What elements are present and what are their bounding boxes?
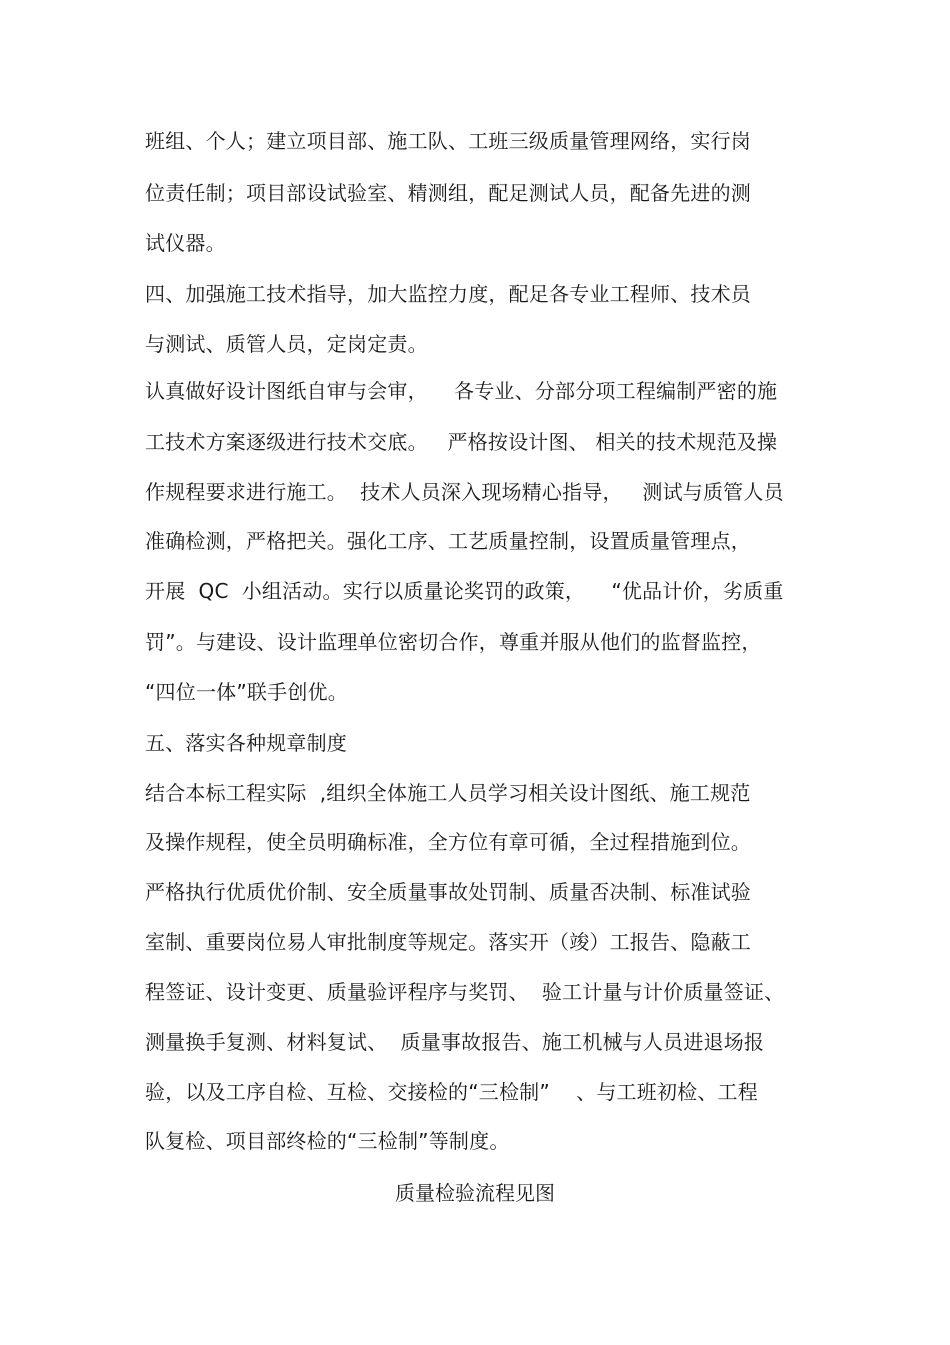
text-line: 结合本标工程实际 ,组织全体施工人员学习相关设计图纸、施工规范 <box>145 781 751 805</box>
text-line: 队复检、项目部终检的“三检制”等制度。 <box>145 1129 510 1153</box>
text-line: 位责任制；项目部设试验室、精测组，配足测试人员，配备先进的测 <box>145 181 751 205</box>
text-line: 验，以及工序自检、互检、交接检的“三检制” 、与工班初检、工程 <box>145 1080 758 1104</box>
section-heading: 五、落实各种规章制度 <box>145 731 347 755</box>
text-line: 及操作规程，使全员明确标准，全方位有章可循，全过程措施到位。 <box>145 830 751 854</box>
text-line: 罚”。与建设、设计监理单位密切合作，尊重并服从他们的监督监控， <box>145 630 762 654</box>
text-line: 严格执行优质优价制、安全质量事故处罚制、质量否决制、标准试验 <box>145 880 751 904</box>
text-line: 程签证、设计变更、质量验评程序与奖罚、 验工计量与计价质量签证、 <box>145 980 785 1004</box>
text-line: 作规程要求进行施工。 技术人员深入现场精心指导， 测试与质管人员 <box>145 480 784 504</box>
text-line: 准确检测，严格把关。强化工序、工艺质量控制，设置质量管理点， <box>145 529 751 553</box>
text-line: 认真做好设计图纸自审与会审， 各专业、分部分项工程编制严密的施 <box>145 379 778 403</box>
text-line: 开展 QC 小组活动。实行以质量论奖罚的政策， “优品计价，劣质重 <box>145 579 784 603</box>
text-line: 室制、重要岗位易人审批制度等规定。落实开（竣）工报告、隐蔽工 <box>145 930 751 954</box>
text-line: “四位一体”联手创优。 <box>145 680 348 704</box>
section-heading: 四、加强施工技术指导，加大监控力度，配足各专业工程师、技术员 <box>145 282 751 306</box>
text-line: 测量换手复测、材料复试、 质量事故报告、施工机械与人员进退场报 <box>145 1030 765 1054</box>
text-line: 与测试、质管人员，定岗定责。 <box>145 332 428 356</box>
text-line: 班组、个人；建立项目部、施工队、工班三级质量管理网络，实行岗 <box>145 129 751 153</box>
figure-caption: 质量检验流程见图 <box>395 1181 555 1205</box>
text-line: 工技术方案逐级进行技术交底。 严格按设计图、 相关的技术规范及操 <box>145 430 778 454</box>
text-line: 试仪器。 <box>145 231 226 255</box>
